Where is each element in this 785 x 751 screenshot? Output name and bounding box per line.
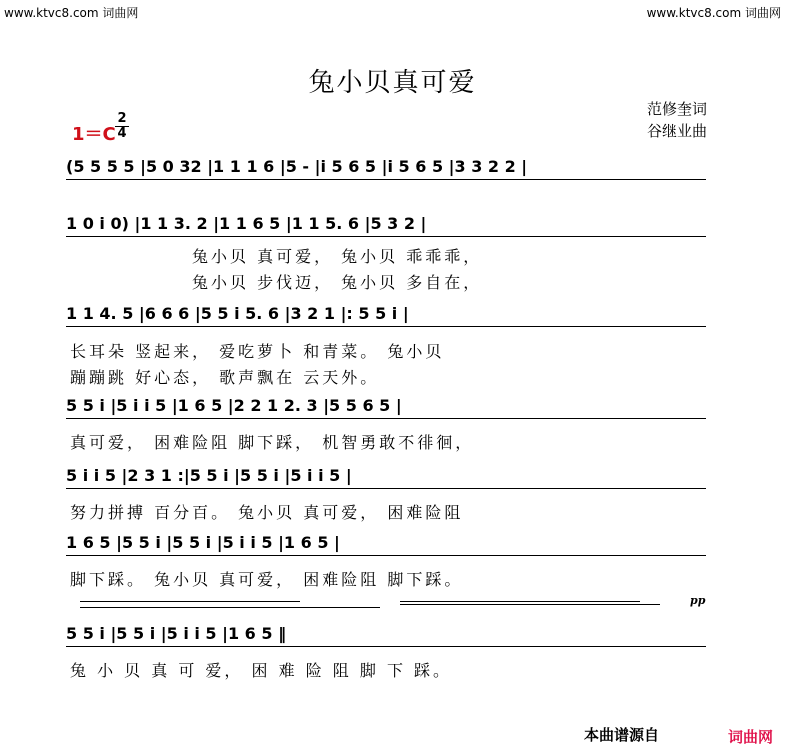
note-beam xyxy=(66,488,706,489)
site-watermark-left: www.ktvc8.com 词曲网 xyxy=(4,6,139,20)
lyricist-credit: 范修奎词 xyxy=(646,100,707,118)
score-row-1-notes: (5 5 5 5 |5 0 32 |1 1 1 6 |5 - |i 5 6 5 |i 5 6 5 |3 3 2 2 | xyxy=(66,157,528,176)
score-row-7-notes: 5 5 i |5 5 i |5 i i 5 |1 6 5 ‖ xyxy=(66,624,287,643)
source-note: 本曲谱源自 xyxy=(583,726,659,744)
score-row-2-lyrics-2: 兔小贝 步伐迈， 兔小贝 多自在， xyxy=(192,273,483,292)
score-row-3-lyrics-1: 长耳朵 竖起来， 爱吃萝卜 和青菜。 兔小贝 xyxy=(70,342,445,361)
diminuendo-line xyxy=(400,604,660,605)
note-beam xyxy=(66,418,706,419)
score-row-4-notes: 5 5 i |5 i i 5 |1 6 5 |2 2 1 2. 3 |5 5 6 5 | xyxy=(66,396,402,415)
note-beam xyxy=(66,179,706,180)
site-logo: 词曲网 xyxy=(727,728,773,746)
note-beam xyxy=(66,555,706,556)
diminuendo-line xyxy=(400,601,640,602)
composer-credit: 谷继业曲 xyxy=(646,122,707,140)
note-beam xyxy=(66,646,706,647)
dynamic-marking: pp xyxy=(690,594,706,607)
score-row-3-lyrics-2: 蹦蹦跳 好心态， 歌声飘在 云天外。 xyxy=(70,368,380,387)
key-signature: 1＝C xyxy=(72,124,116,145)
score-row-2-lyrics-1: 兔小贝 真可爱， 兔小贝 乖乖乖， xyxy=(192,247,483,266)
score-row-3-notes: 1 1 4. 5 |6 6 6 |5 5 i 5. 6 |3 2 1 |: 5 5 i | xyxy=(66,304,409,323)
score-row-4-lyrics: 真可爱， 困难险阻 脚下踩， 机智勇敢不徘徊， xyxy=(70,433,475,452)
diminuendo-line xyxy=(80,607,380,608)
score-row-5-notes: 5 i i 5 |2 3 1 :|5 5 i |5 5 i |5 i i 5 | xyxy=(66,466,352,485)
score-row-5-lyrics: 努力拼搏 百分百。 兔小贝 真可爱， 困难险阻 xyxy=(70,503,464,522)
note-beam xyxy=(66,236,706,237)
time-signature-top: 2 xyxy=(115,112,129,127)
note-beam xyxy=(66,326,706,327)
time-signature xyxy=(115,112,129,141)
score-row-2-notes: 1 0 i 0) |1 1 3. 2 |1 1 6 5 |1 1 5. 6 |5 3 2 | xyxy=(66,214,427,233)
score-row-6-notes: 1 6 5 |5 5 i |5 5 i |5 i i 5 |1 6 5 | xyxy=(66,533,340,552)
score-row-6-lyrics: 脚下踩。 兔小贝 真可爱， 困难险阻 脚下踩。 xyxy=(70,570,464,589)
site-watermark-right: www.ktvc8.com 词曲网 xyxy=(646,6,781,20)
diminuendo-line xyxy=(80,601,300,602)
time-signature-bottom: 4 xyxy=(117,126,127,141)
score-row-7-lyrics: 兔 小 贝 真 可 爱， 困 难 险 阻 脚 下 踩。 xyxy=(70,661,453,680)
song-title: 兔小贝真可爱 xyxy=(308,68,477,98)
